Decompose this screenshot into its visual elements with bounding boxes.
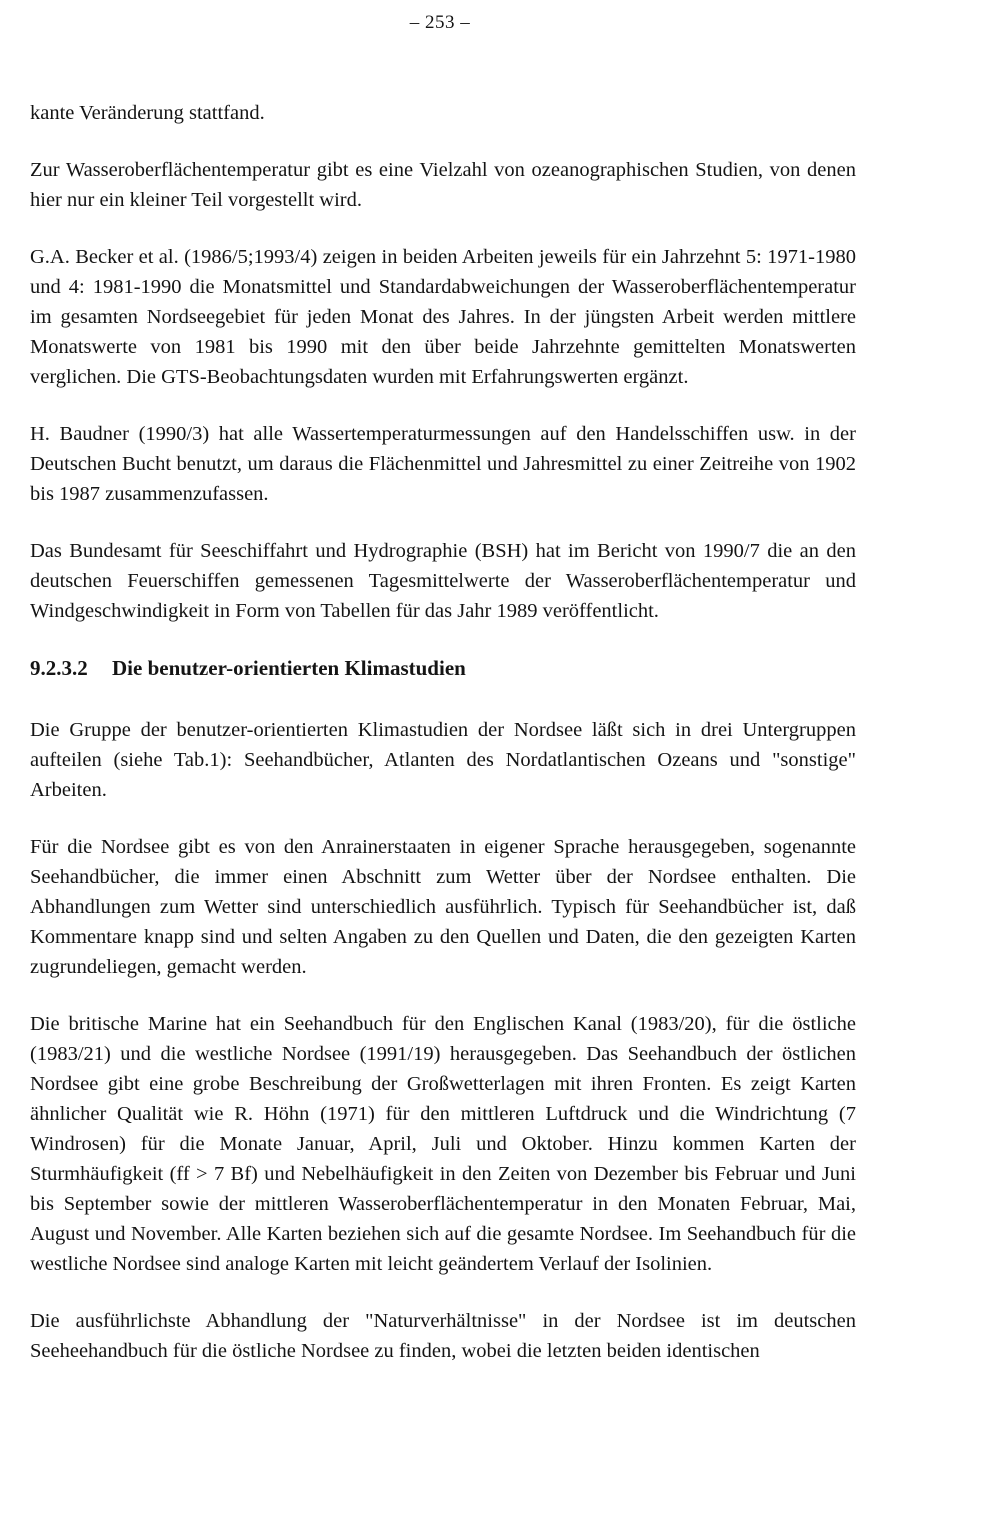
paragraph-becker: G.A. Becker et al. (1986/5;1993/4) zeigen in beiden Arbeiten jeweils für ein Jahrzehnt 5: 1971-1980 und 4: 1981-1990 die Monatsmittel und Standardabweichungen der Wasseroberflächentemperatur im gesamten Nordseegebiet für jeden Monat des Jahres. In der jüngsten Arbeit werden mittlere Monatswerte von 1981 bis 1990 mit den über beide Jahrzehnte gemittelten Monatswerten verglichen. Die GTS-Beobachtungsdaten wurden mit Erfahrungswerten ergänzt.: [30, 246, 856, 388]
paragraph-naturverhaeltnisse: Die ausführlichste Abhandlung der "Naturverhältnisse" in der Nordsee ist im deutschen Seeheehandbuch für die östliche Nordsee zu finden, wobei die letzten beiden identischen: [30, 1310, 856, 1362]
paragraph-baudner: H. Baudner (1990/3) hat alle Wassertemperaturmessungen auf den Handelsschiffen usw. in der Deutschen Bucht benutzt, um daraus die Flächenmittel und Jahresmittel zu einer Zeitreihe von 1902 bis 1987 zusammenzufassen.: [30, 423, 856, 505]
paragraph-british-navy: Die britische Marine hat ein Seehandbuch für den Englischen Kanal (1983/20), für die östliche (1983/21) und die westliche Nordsee (1991/19) herausgegeben. Das Seehandbuch der östlichen Nordsee gibt eine grobe Beschreibung der Großwetterlagen mit ihren Fronten. Es zeigt Karten ähnlicher Qualität wie R. Höhn (1971) für den mittleren Luftdruck und die Windrichtung (7 Windrosen) für die Monate Januar, April, Juli und Oktober. Hinzu kommen Karten der Sturmhäufigkeit (ff > 7 Bf) und Nebelhäufigkeit in den Zeiten von Dezember bis Februar und Juni bis September sowie der mittleren Wasseroberflächentemperatur in den Monaten Februar, Mai, August und November. Alle Karten beziehen sich auf die gesamte Nordsee. Im Seehandbuch für die westliche Nordsee sind analoge Karten mit leicht geändertem Verlauf der Isolinien.: [30, 1013, 856, 1275]
page-number: – 253 –: [409, 12, 471, 33]
paragraph-bsh: Das Bundesamt für Seeschiffahrt und Hydrographie (BSH) hat im Bericht von 1990/7 die an den deutschen Feuerschiffen gemessenen Tagesmittelwerte der Wasseroberflächentemperatur und Windgeschwindigkeit in Form von Tabellen für das Jahr 1989 veröffentlicht.: [30, 540, 856, 622]
section-title: Die benutzer-orientierten Klimastudien: [112, 656, 466, 680]
paragraph-groups: Die Gruppe der benutzer-orientierten Klimastudien der Nordsee läßt sich in drei Untergruppen aufteilen (siehe Tab.1): Seehandbücher, Atlanten des Nordatlantischen Ozeans und "sonstige" Arbeiten.: [30, 719, 856, 801]
section-number: 9.2.3.2: [30, 656, 88, 680]
body-text: [30, 98, 856, 1393]
paragraph-intro-sst: Zur Wasseroberflächentemperatur gibt es eine Vielzahl von ozeanographischen Studien, von denen hier nur ein kleiner Teil vorgestellt wird.: [30, 159, 856, 211]
paragraph-continuation: kante Veränderung stattfand.: [30, 102, 265, 124]
paragraph-seehandbuecher: Für die Nordsee gibt es von den Anrainerstaaten in eigener Sprache herausgegeben, sogenannte Seehandbücher, die immer einen Abschnitt zum Wetter über der Nordsee enthalten. Die Abhandlungen zum Wetter sind unterschiedlich ausführlich. Typisch für Seehandbücher ist, daß Kommentare knapp sind und selten Angaben zu den Quellen und Daten, die den gezeigten Karten zugrundeliegen, gemacht werden.: [30, 836, 856, 978]
section-heading: [30, 653, 856, 683]
